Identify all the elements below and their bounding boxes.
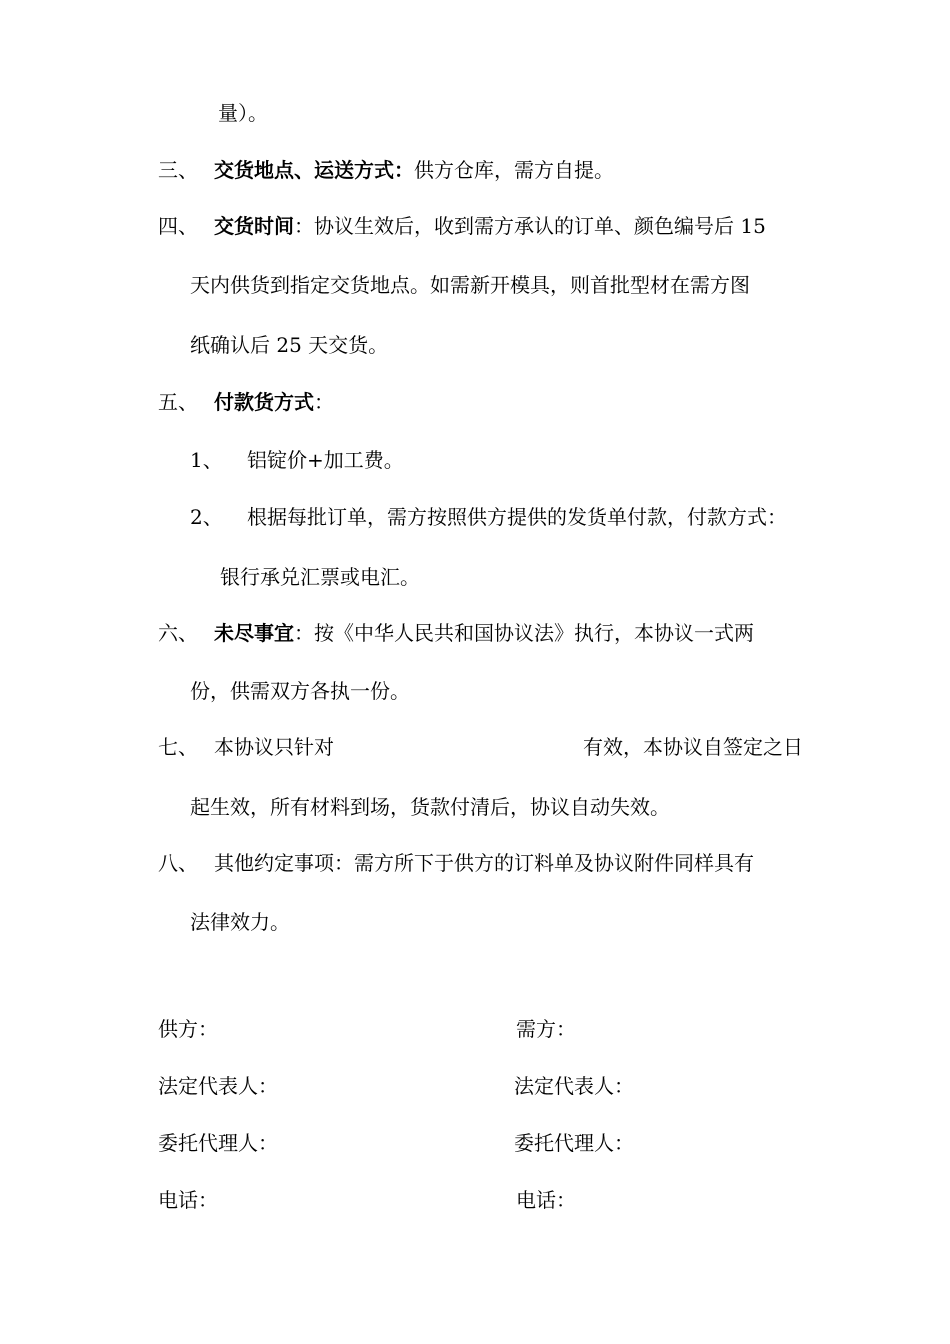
section-7-text-start: 本协议只针对 [214,735,334,759]
payment-item-2-text: 根据每批订单，需方按照供方提供的发货单付款，付款方式： [247,505,787,529]
supplier-phone: 电话： [158,1188,218,1212]
buyer-label: 需方： [516,1017,576,1041]
payment-item-1-number: 1、 [190,448,223,472]
section-5-line [214,388,334,416]
buyer-agent: 委托代理人： [514,1131,634,1155]
section-3-line [214,156,614,184]
supplier-agent: 委托代理人： [158,1131,278,1155]
section-5-number: 五、 [158,390,198,414]
payment-item-2-number: 2、 [190,505,223,529]
section-4-title: 交货时间 [214,214,294,238]
payment-item-1-text: 铝锭价+加工费。 [247,448,404,472]
section-7-cont: 起生效，所有材料到场，货款付清后，协议自动失效。 [190,795,670,819]
section-8-number: 八、 [158,851,198,875]
section-7-text-end: 有效，本协议自签定之日 [583,735,803,759]
section-3-text: 供方仓库，需方自提。 [414,158,614,182]
buyer-phone: 电话： [516,1188,576,1212]
section-6-text: ：按《中华人民共和国协议法》执行，本协议一式两 [294,621,754,645]
supplier-label: 供方： [158,1017,218,1041]
continuation-text: 量）。 [218,101,268,125]
section-4-cont-2: 纸确认后 25 天交货。 [190,333,389,357]
section-7-number: 七、 [158,735,198,759]
section-4-cont-1: 天内供货到指定交货地点。如需新开模具，则首批型材在需方图 [190,273,750,297]
payment-item-2-cont: 银行承兑汇票或电汇。 [220,565,420,589]
section-4-text: ：协议生效后，收到需方承认的订单、颜色编号后 15 [294,214,766,238]
section-6-title: 未尽事宜 [214,621,294,645]
section-3-title: 交货地点、运送方式： [214,158,414,182]
section-5-title: 付款货方式 [214,390,314,414]
section-4-number: 四、 [158,214,198,238]
section-8-text: 其他约定事项：需方所下于供方的订料单及协议附件同样具有 [214,851,754,875]
section-6-cont: 份，供需双方各执一份。 [190,679,410,703]
section-6-number: 六、 [158,621,198,645]
section-4-line [214,212,766,240]
buyer-legal-rep: 法定代表人： [514,1074,634,1098]
section-5-text: ： [314,390,334,414]
section-3-number: 三、 [158,158,198,182]
section-6-line [214,619,754,647]
section-8-cont: 法律效力。 [190,910,290,934]
supplier-legal-rep: 法定代表人： [158,1074,278,1098]
